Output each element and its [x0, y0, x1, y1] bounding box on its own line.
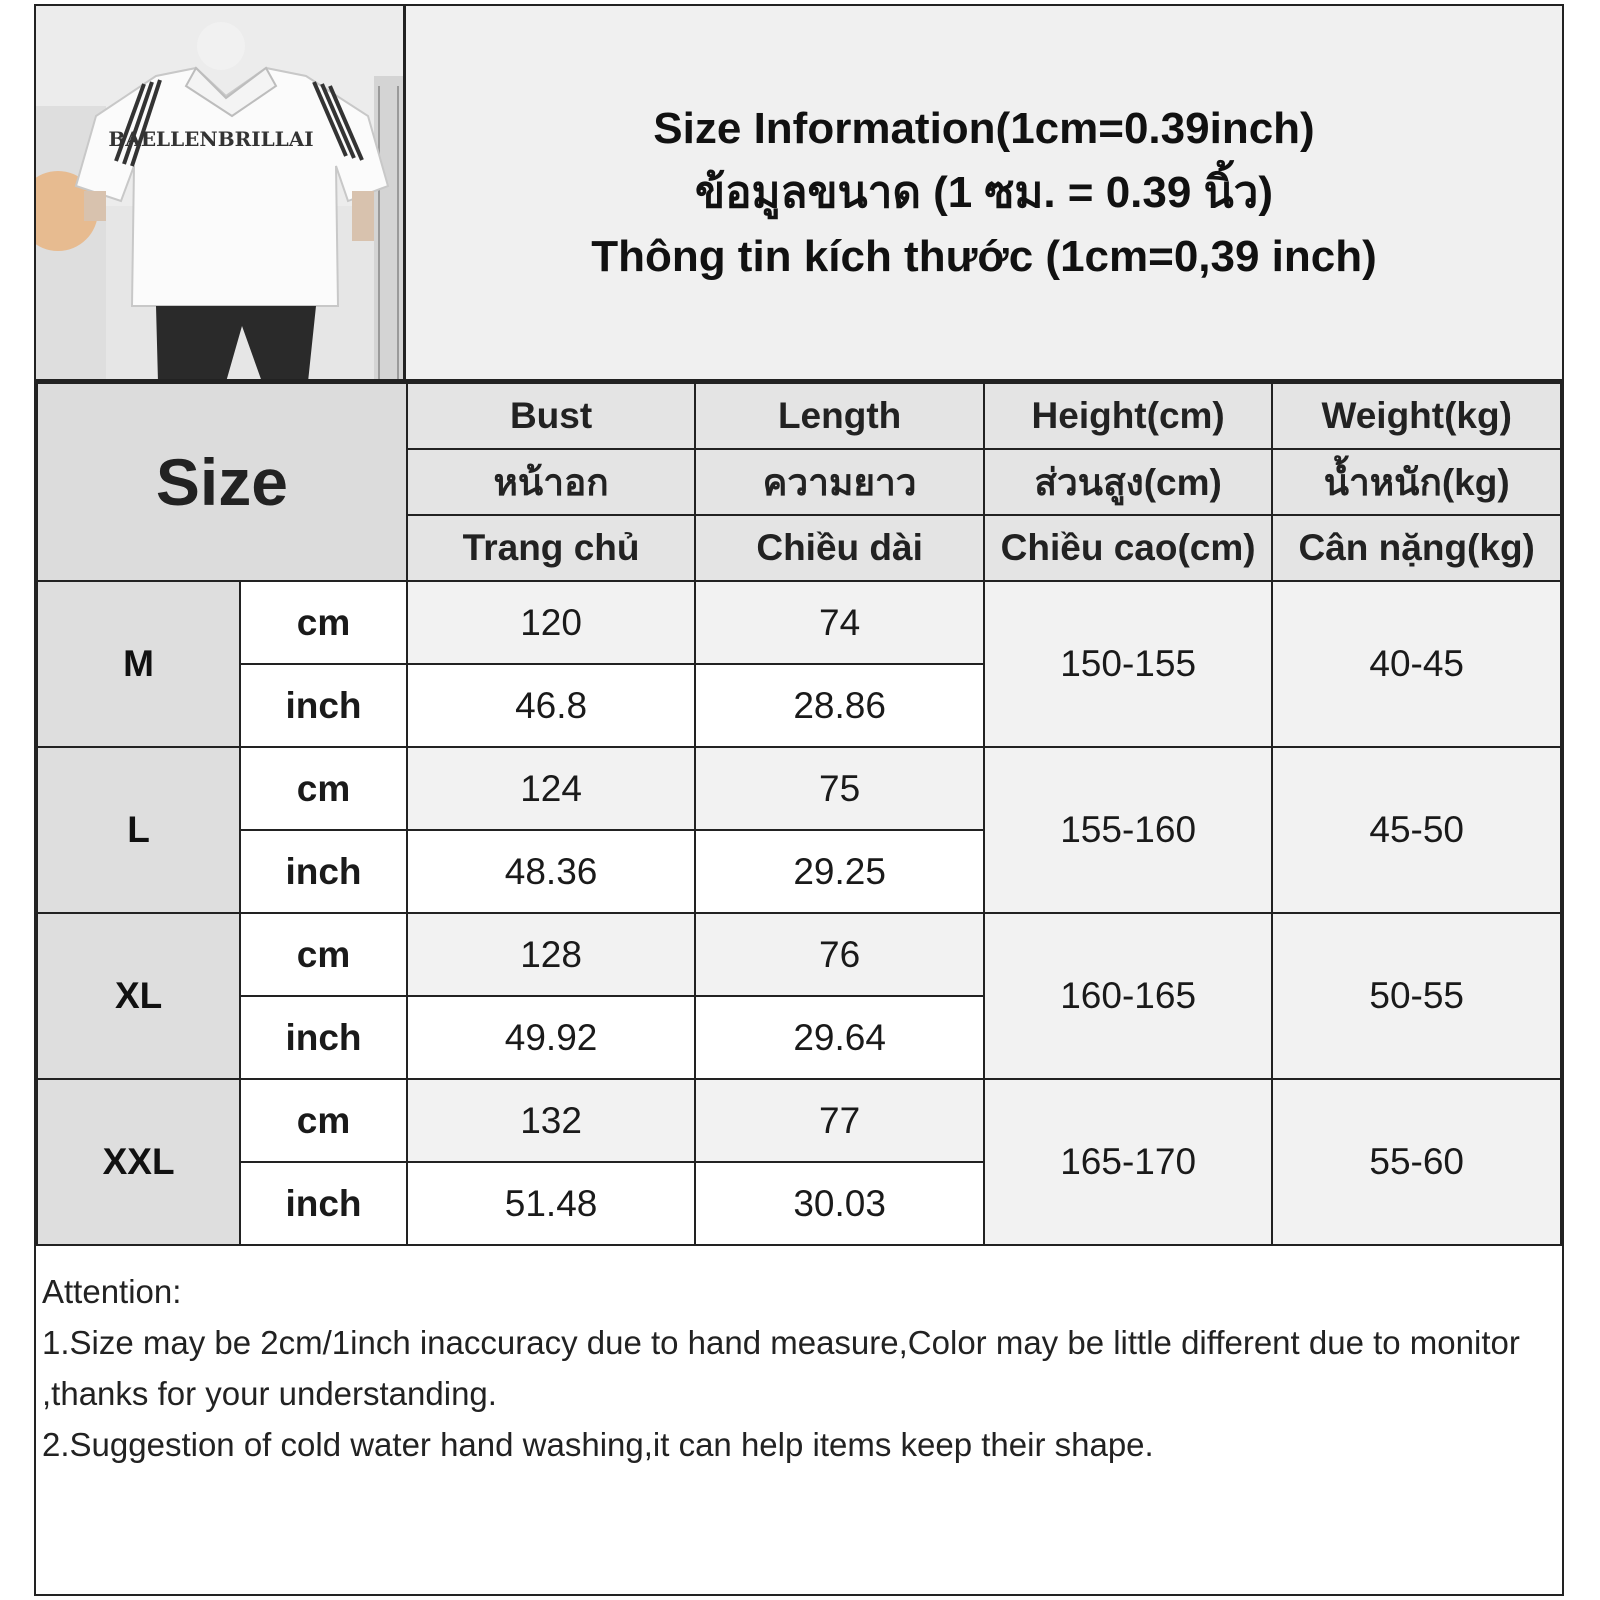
bust-header-vi: Trang chủ: [407, 515, 696, 581]
size-label-xl: XL: [37, 913, 240, 1079]
unit-inch: inch: [240, 996, 407, 1079]
bust-cm-value: 120: [407, 581, 696, 664]
unit-inch: inch: [240, 830, 407, 913]
height-header-en: Height(cm): [984, 383, 1273, 449]
length-header-en: Length: [695, 383, 984, 449]
unit-cm: cm: [240, 581, 407, 664]
bust-inch-value: 51.48: [407, 1162, 696, 1245]
bust-inch-value: 48.36: [407, 830, 696, 913]
weight-range: 50-55: [1272, 913, 1561, 1079]
unit-cm: cm: [240, 747, 407, 830]
height-range: 160-165: [984, 913, 1273, 1079]
length-inch-value: 30.03: [695, 1162, 984, 1245]
attention-note-2: 2.Suggestion of cold water hand washing,it can help items keep their shape.: [42, 1426, 1154, 1463]
height-range: 150-155: [984, 581, 1273, 747]
table-row: [37, 913, 1561, 996]
weight-header-en: Weight(kg): [1272, 383, 1561, 449]
size-chart-sheet: [34, 4, 1564, 1596]
length-inch-value: 29.25: [695, 830, 984, 913]
weight-header-vi: Cân nặng(kg): [1272, 515, 1561, 581]
attention-note-1: 1.Size may be 2cm/1inch inaccuracy due to hand measure,Color may be little different due to monitor ,thanks for your understanding.: [42, 1324, 1520, 1412]
product-photo: [36, 6, 406, 382]
length-header-th: ความยาว: [695, 449, 984, 515]
bust-inch-value: 49.92: [407, 996, 696, 1079]
height-header-vi: Chiều cao(cm): [984, 515, 1273, 581]
height-header-th: ส่วนสูง(cm): [984, 449, 1273, 515]
unit-cm: cm: [240, 913, 407, 996]
weight-range: 40-45: [1272, 581, 1561, 747]
weight-range: 45-50: [1272, 747, 1561, 913]
table-row: [37, 1079, 1561, 1162]
title-vietnamese: Thông tin kích thước (1cm=0,39 inch): [591, 231, 1377, 281]
bust-header-en: Bust: [407, 383, 696, 449]
length-cm-value: 75: [695, 747, 984, 830]
unit-cm: cm: [240, 1079, 407, 1162]
length-inch-value: 29.64: [695, 996, 984, 1079]
size-column-header: Size: [37, 383, 407, 581]
size-label-l: L: [37, 747, 240, 913]
shirt-print-text: BAELLENBRILLAI: [108, 127, 314, 151]
length-cm-value: 76: [695, 913, 984, 996]
height-range: 155-160: [984, 747, 1273, 913]
length-cm-value: 74: [695, 581, 984, 664]
size-information-title: [406, 6, 1562, 382]
size-table: [36, 382, 1562, 1246]
height-range: 165-170: [984, 1079, 1273, 1245]
unit-inch: inch: [240, 1162, 407, 1245]
attention-notes: [36, 1264, 1562, 1594]
bust-cm-value: 124: [407, 747, 696, 830]
bust-cm-value: 132: [407, 1079, 696, 1162]
bust-header-th: หน้าอก: [407, 449, 696, 515]
unit-inch: inch: [240, 664, 407, 747]
title-english: Size Information(1cm=0.39inch): [653, 103, 1315, 153]
weight-range: 55-60: [1272, 1079, 1561, 1245]
size-label-xxl: XXL: [37, 1079, 240, 1245]
length-header-vi: Chiều dài: [695, 515, 984, 581]
bust-inch-value: 46.8: [407, 664, 696, 747]
bust-cm-value: 128: [407, 913, 696, 996]
weight-header-th: น้ำหนัก(kg): [1272, 449, 1561, 515]
title-thai: ข้อมูลขนาด (1 ซม. = 0.39 นิ้ว): [694, 167, 1273, 217]
table-row: [37, 581, 1561, 664]
length-cm-value: 77: [695, 1079, 984, 1162]
size-label-m: M: [37, 581, 240, 747]
attention-heading: Attention:: [42, 1273, 182, 1310]
table-row: [37, 747, 1561, 830]
length-inch-value: 28.86: [695, 664, 984, 747]
